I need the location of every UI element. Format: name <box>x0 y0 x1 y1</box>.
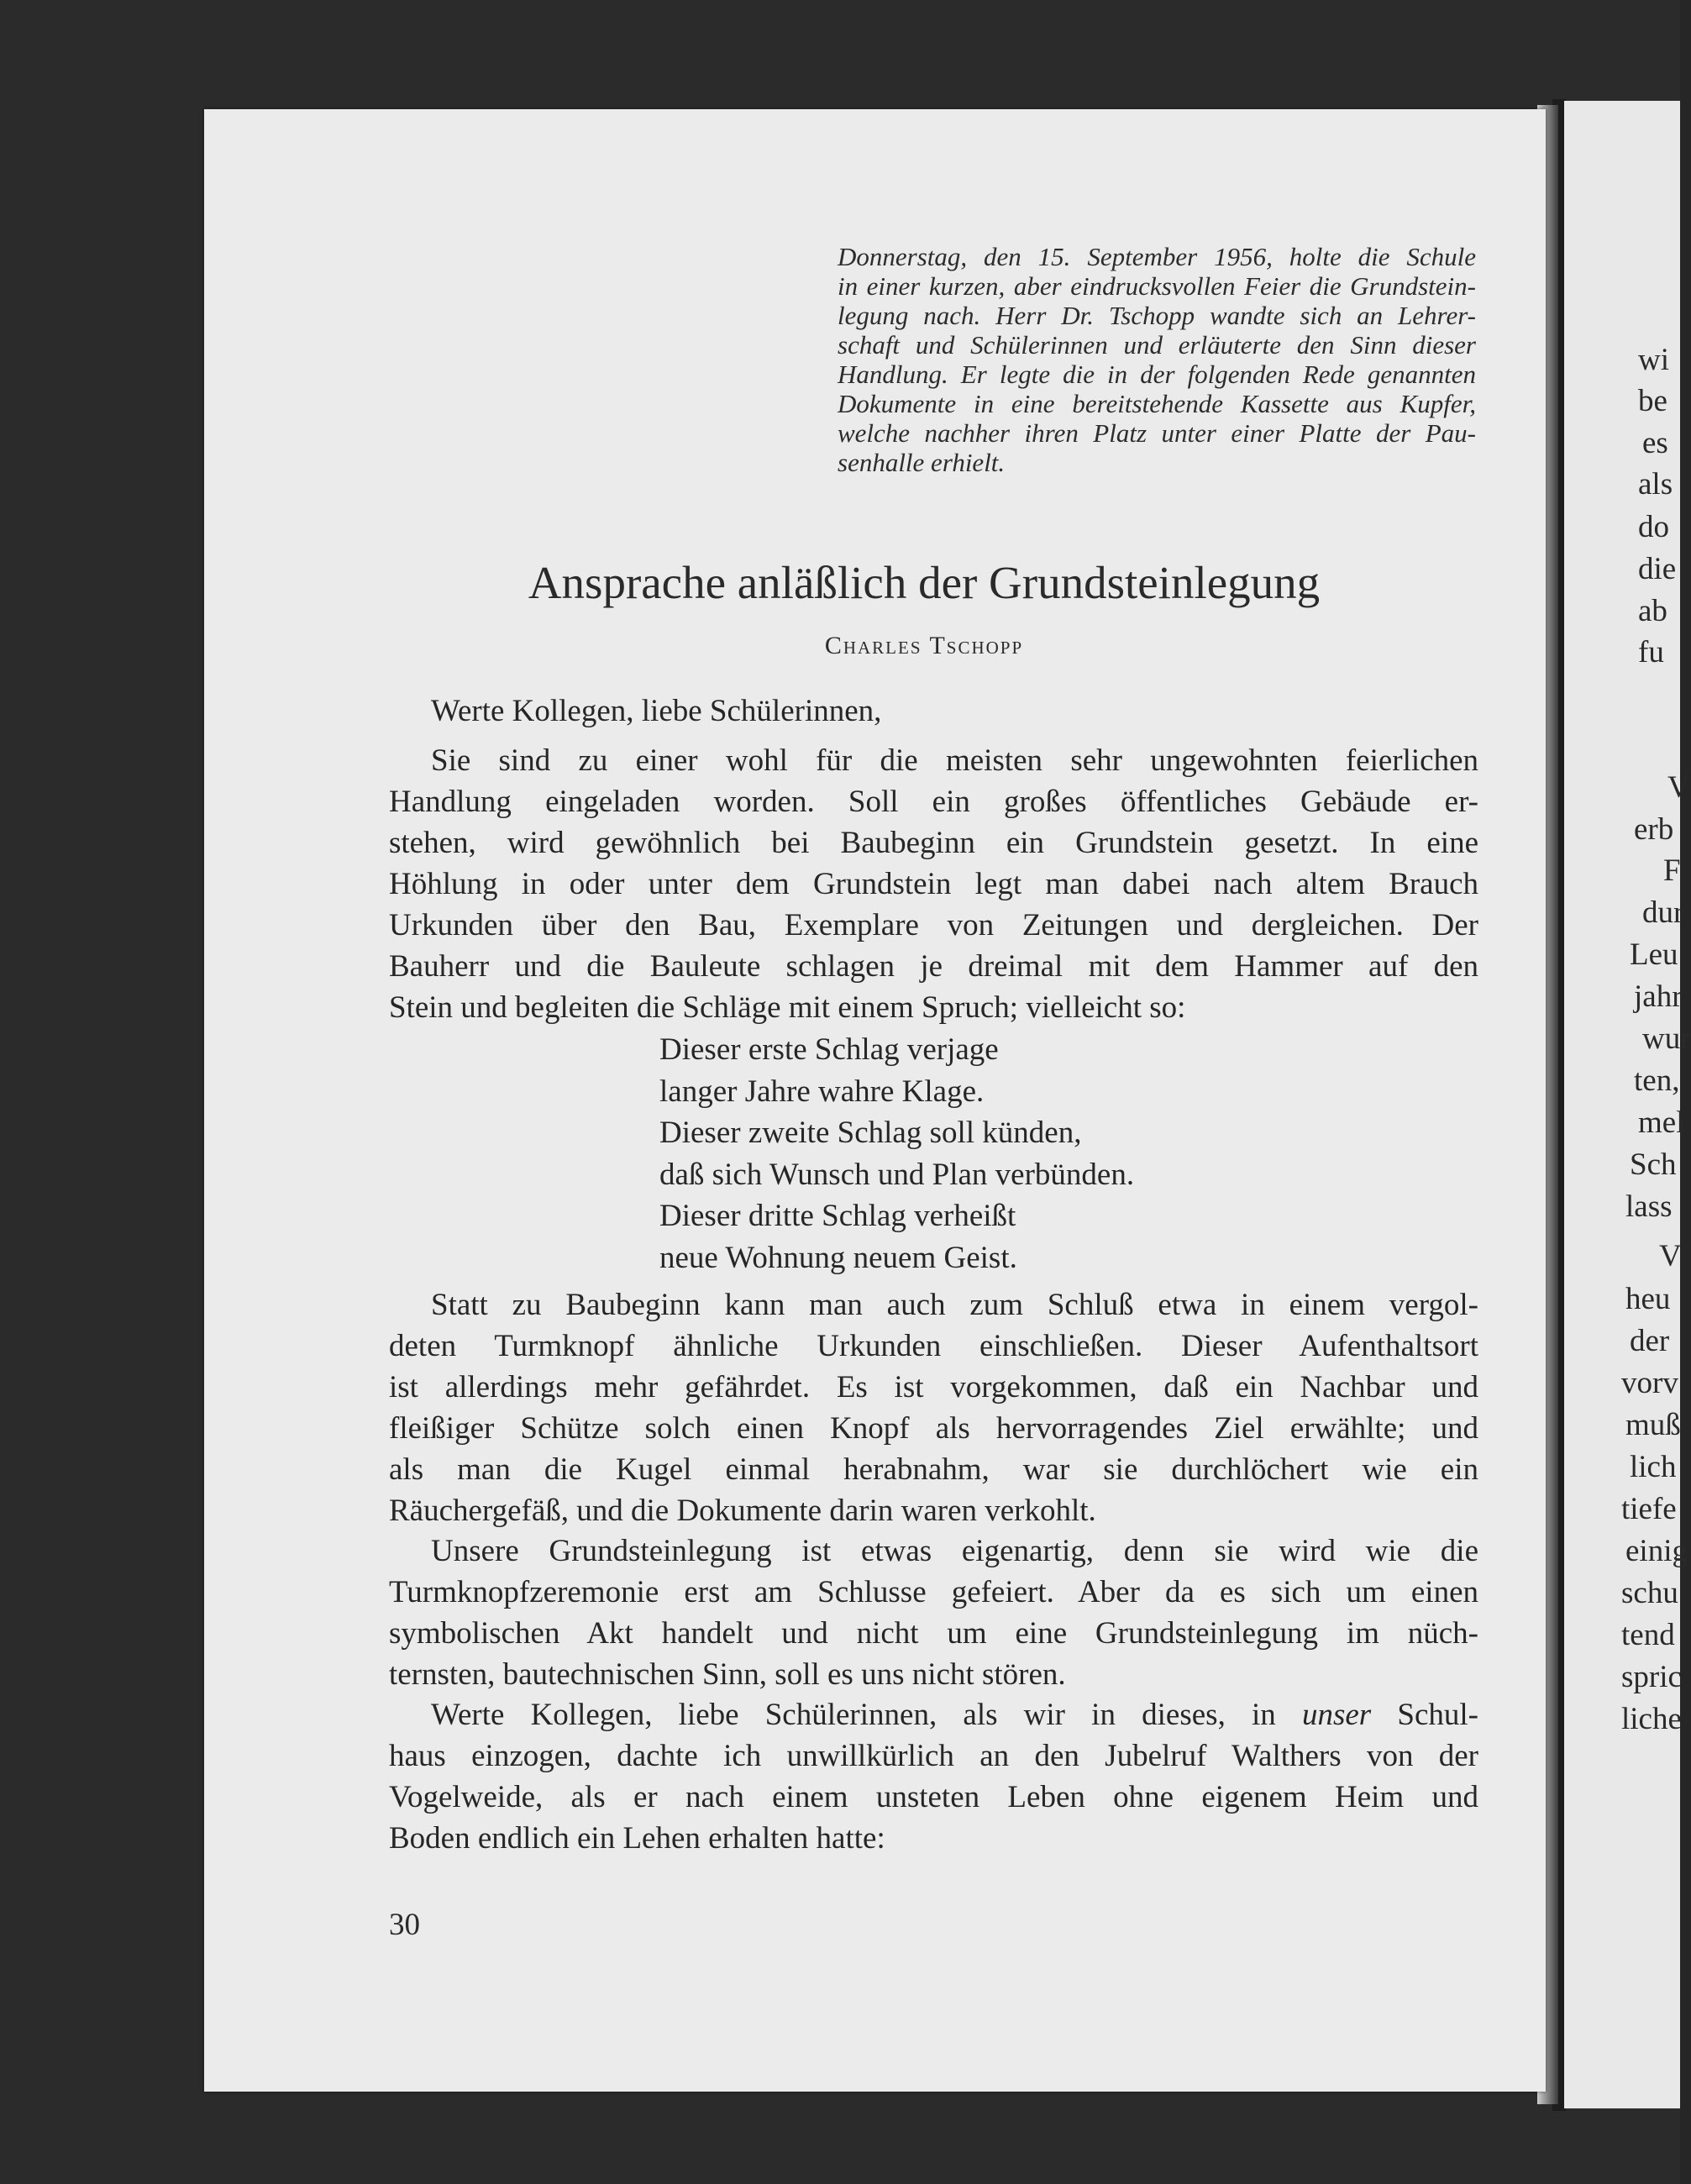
adjacent-page-fragment: tend <box>1621 1618 1675 1652</box>
adjacent-page-fragment: es <box>1642 426 1668 460</box>
text-line: ist allerdings mehr gefährdet. Es ist vorgekommen, daß ein Nachbar und <box>389 1370 1478 1404</box>
adjacent-page-fragment: F <box>1663 853 1681 888</box>
verse-line: daß sich Wunsch und Plan verbünden. <box>659 1157 1135 1192</box>
text-line: als man die Kugel einmal herabnahm, war sie durchlöchert wie ein <box>389 1452 1478 1487</box>
adjacent-page-fragment: tiefe <box>1621 1492 1677 1526</box>
adjacent-page-fragment: einig <box>1625 1534 1688 1568</box>
intro-line: Donnerstag, den 15. September 1956, holte die Schule <box>838 242 1476 271</box>
text-line: Räuchergefäß, und die Dokumente darin waren verkohlt. <box>389 1494 1096 1528</box>
paragraph-1 <box>389 740 1478 1028</box>
verse-line: langer Jahre wahre Klage. <box>659 1074 985 1109</box>
text-line: stehen, wird gewöhnlich bei Baubeginn ein Grundstein gesetzt. In eine <box>389 826 1478 860</box>
paragraph-3 <box>389 1530 1478 1695</box>
adjacent-page-fragment: fu <box>1638 635 1664 669</box>
salutation-block <box>389 690 1478 732</box>
intro-line: senhalle erhielt. <box>838 448 1006 477</box>
adjacent-page-fragment: lass <box>1625 1189 1673 1224</box>
text-line: Turmknopfzeremonie erst am Schlusse gefeiert. Aber da es sich um einen <box>389 1575 1478 1609</box>
article-title: Ansprache anläßlich der Grundsteinlegung <box>528 557 1321 608</box>
adjacent-page-fragment: do <box>1638 510 1669 544</box>
article-author: Charles Tschopp <box>824 632 1024 659</box>
text-line: Bauherr und die Bauleute schlagen je dreimal mit dem Hammer auf den <box>389 949 1478 984</box>
text-line: fleißiger Schütze solch einen Knopf als hervorragendes Ziel erwählte; und <box>389 1411 1478 1446</box>
adjacent-page-fragment: be <box>1638 384 1667 418</box>
paragraph-4 <box>389 1694 1478 1859</box>
adjacent-page-fragment: spric <box>1621 1660 1682 1694</box>
adjacent-page-fragment: heu <box>1625 1282 1671 1316</box>
verse-block <box>659 1029 1134 1278</box>
adjacent-page-fragment: die <box>1638 552 1677 586</box>
adjacent-page-fragment: ten, <box>1634 1063 1680 1098</box>
text-line: Vogelweide, als er nach einem unsteten Leben ohne eigenem Heim und <box>389 1780 1478 1814</box>
adjacent-page-fragment: dur <box>1642 895 1684 930</box>
adjacent-page-fragment: vorv <box>1621 1366 1678 1400</box>
adjacent-page-fragment: Leu <box>1630 937 1678 972</box>
adjacent-page-fragment: als <box>1638 467 1673 501</box>
salutation: Werte Kollegen, liebe Schülerinnen, <box>431 694 882 728</box>
verse-line: Dieser zweite Schlag soll künden, <box>659 1116 1082 1150</box>
text-line: haus einzogen, dachte ich unwillkürlich an den Jubelruf Walthers von der <box>389 1739 1478 1773</box>
verse-line: Dieser erste Schlag verjage <box>659 1032 999 1067</box>
adjacent-page-fragment: liche <box>1621 1702 1682 1736</box>
adjacent-page-fragment: wur <box>1642 1021 1691 1056</box>
text-line: Höhlung in oder unter dem Grundstein legt man dabei nach altem Brauch <box>389 867 1478 901</box>
text-line: Statt zu Baubeginn kann man auch zum Schluß etwa in einem vergol- <box>431 1288 1478 1322</box>
intro-line: Dokumente in eine bereitstehende Kassette aus Kupfer, <box>838 389 1476 418</box>
adjacent-page-fragment: lich <box>1630 1450 1677 1484</box>
text-line: Stein und begleiten die Schläge mit einem Spruch; vielleicht so: <box>389 990 1186 1025</box>
adjacent-page-fragment: schu <box>1621 1576 1678 1610</box>
adjacent-page-fragment: jahr <box>1634 979 1683 1014</box>
text-line: Boden endlich ein Lehen erhalten hatte: <box>389 1821 885 1856</box>
verse-line: Dieser dritte Schlag verheißt <box>659 1199 1016 1233</box>
verse-line: neue Wohnung neuem Geist. <box>659 1240 1017 1275</box>
intro-line: in einer kurzen, aber eindrucksvollen Feier die Grundstein- <box>838 271 1476 301</box>
intro-line: Handlung. Er legte die in der folgenden Rede genannten <box>838 360 1476 389</box>
adjacent-page-fragment: ab <box>1638 594 1667 628</box>
adjacent-page-fragment: wi <box>1638 343 1669 377</box>
emphasis-word: unser <box>1301 1698 1372 1732</box>
adjacent-page-fragment: muß <box>1625 1408 1681 1442</box>
text-line: Urkunden über den Bau, Exemplare von Zeitungen und dergleichen. Der <box>389 908 1478 942</box>
text-line <box>389 1694 1478 1735</box>
intro-line: welche nachher ihren Platz unter einer Platte der Pau- <box>838 418 1476 448</box>
text-line: ternsten, bautechnischen Sinn, soll es uns nicht stören. <box>389 1657 1066 1692</box>
text-line: symbolischen Akt handelt und nicht um eine Grundsteinlegung im nüch- <box>389 1616 1478 1651</box>
text-segment: Schul- <box>1371 1698 1478 1732</box>
text-line: Sie sind zu einer wohl für die meisten sehr ungewohnten feierlichen <box>431 743 1478 778</box>
adjacent-page-fragment: mel <box>1638 1105 1685 1140</box>
adjacent-page-fragment: V <box>1667 770 1690 805</box>
adjacent-page-fragment: V <box>1659 1239 1682 1273</box>
text-segment: Werte Kollegen, liebe Schülerinnen, als wir in dieses, in <box>431 1698 1302 1732</box>
adjacent-page <box>1564 101 1691 2108</box>
page-number: 30 <box>389 1908 420 1942</box>
text-line: Unsere Grundsteinlegung ist etwas eigenartig, denn sie wird wie die <box>431 1534 1478 1568</box>
intro-note <box>838 242 1476 477</box>
intro-line: schaft und Schülerinnen und erläuterte den Sinn dieser <box>838 330 1476 360</box>
adjacent-page-fragment: erb <box>1634 812 1674 847</box>
text-line: Handlung eingeladen worden. Soll ein großes öffentliches Gebäude er- <box>389 785 1478 819</box>
adjacent-page-fragment: der <box>1630 1324 1670 1358</box>
paragraph-2 <box>389 1284 1478 1531</box>
adjacent-page-fragment: Sch <box>1630 1147 1677 1182</box>
text-line: deten Turmknopf ähnliche Urkunden einschließen. Dieser Aufenthaltsort <box>389 1329 1478 1363</box>
intro-line: legung nach. Herr Dr. Tschopp wandte sich an Lehrer- <box>838 301 1476 330</box>
